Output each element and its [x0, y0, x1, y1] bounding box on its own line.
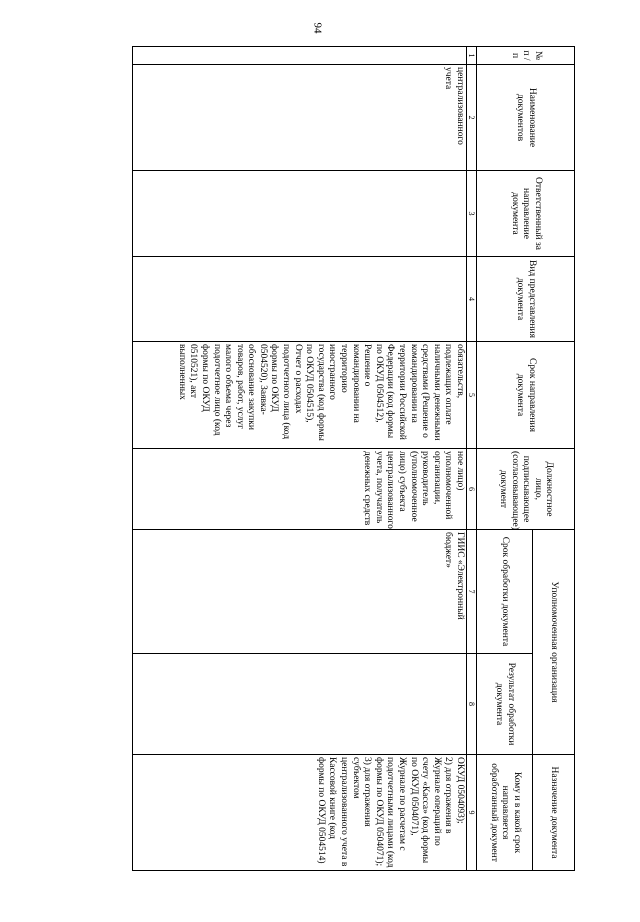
- page-number: 94: [311, 22, 323, 34]
- cell-recipient: ОКУД 0504093); 2) для отражения в Журнале операций по счету «Касса» (код формы по ОКУД 0504071), Журнале по расчетам с подотчетными лицами (код формы по ОКУД 0504071); 3) для отражения субъектом централизованного учета в Кассовой книге (код формы по ОКУД 0504514): [133, 755, 467, 871]
- col-number: 3: [467, 171, 477, 257]
- col-number: 6: [467, 449, 477, 530]
- cell-name: централизованного учета: [133, 65, 467, 171]
- header-responsible: Ответственный за направление документа: [477, 171, 575, 257]
- cell-result: [133, 654, 467, 755]
- header-authorized-org: Уполномоченная организация: [533, 530, 575, 755]
- cell-responsible: [133, 171, 467, 257]
- col-number: 9: [467, 755, 477, 871]
- col-number: 8: [467, 654, 477, 755]
- column-number-row: [467, 47, 477, 871]
- document-table-rotated: [132, 46, 575, 870]
- header-official: Должностное лицо, подписывающее (согласовывающее) документ: [477, 449, 575, 530]
- header-deadline: Срок направления документа: [477, 342, 575, 449]
- col-number: 2: [467, 65, 477, 171]
- col-number: 4: [467, 257, 477, 342]
- header-purpose: Назначение документа: [533, 755, 575, 871]
- col-number: 5: [467, 342, 477, 449]
- cell-process-time: ГИИС «Электронный бюджет»: [133, 530, 467, 654]
- header-result: Результат обработки документа: [477, 654, 533, 755]
- header-process-time: Срок обработки документа: [477, 530, 533, 654]
- cell-num: [133, 47, 467, 65]
- document-table: [132, 46, 575, 871]
- header-type: Вид представления документа: [477, 257, 575, 342]
- col-number: 7: [467, 530, 477, 654]
- cell-deadline: обязательств, подлежащих оплате наличными денежными средствами (Решение о командировании на территории Российской Федерации (код формы по ОКУД 0504512), Решение о командировании на территорию иностранного государства (код формы по ОКУД 0504515), Отчет о расходах подотчетного лица (код формы по ОКУД 0504520), Заявка-обоснование закупки товаров, работ, услуг малого объема через подотчетное лицо (код формы по ОКУД 0510521), акт выполненных: [133, 342, 467, 449]
- table-row: [133, 47, 467, 871]
- cell-type: [133, 257, 467, 342]
- col-number: 1: [467, 47, 477, 65]
- cell-official: ное лицо) уполномоченной организации, руководитель (уполномоченное лицо) субъекта централизованного учета, получатель денежных средств: [133, 449, 467, 530]
- header-num: № п / п: [477, 47, 575, 65]
- header-recipient: Кому и в какой срок направляется обработанный документ: [477, 755, 533, 871]
- header-name: Наименование документов: [477, 65, 575, 171]
